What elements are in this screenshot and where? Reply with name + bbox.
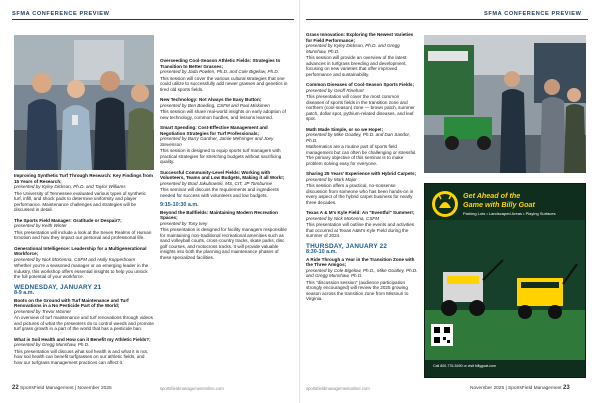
session-presenters: presented by Geoff Rinehart <box>306 87 364 93</box>
session-item <box>160 170 290 199</box>
session-presenters: presented by Gregg Munshaw, Ph.D. <box>14 342 90 347</box>
session-presenters: presented by Jada Powlen, Ph.D. and Cole Bigelow, Ph.D. <box>160 69 279 74</box>
session-description: This seminar will discuss the requirements and ingredients needed for success with volunteers and low budgets. <box>160 187 279 198</box>
page-gutter <box>299 0 300 403</box>
day-heading: THURSDAY, JANUARY 22 <box>306 242 388 250</box>
session-title: The Sports Field Manager: Gratitude or Despair?; <box>14 217 122 223</box>
session-presenters: presented by Cole Bigelow, Ph.D., Mike Goatley, Ph.D. and Gregg Munshaw, Ph.D. <box>306 267 418 278</box>
trade-show-photo <box>424 35 586 173</box>
ad-headline-line2: Game with Billy Goat <box>463 200 535 209</box>
right-footer <box>470 385 570 391</box>
session-item <box>306 257 418 302</box>
right-section-header: SFMA CONFERENCE PREVIEW <box>484 11 582 17</box>
session-item <box>306 171 418 205</box>
ad-equipment-image <box>425 220 586 360</box>
session-presenters: presented by Ben Boeding, CSFM and Paul Miskimen <box>160 102 270 108</box>
day-heading: WEDNESDAY, JANUARY 21 <box>14 283 102 291</box>
session-presenters: presented by Kyley Dickson, Ph.D. and Taylor Williams <box>14 184 126 189</box>
session-presenters: presented by Mark Major <box>306 176 357 182</box>
left-section-header: SFMA CONFERENCE PREVIEW <box>12 11 110 17</box>
session-title: Overseeding Cool-Season Athletic Fields: Strategies to Transition to Better Grasses; <box>160 58 281 69</box>
session-description: This presentation is designed for facility managers responsible for maintaining non-traditional recreational amenities such as sand volleyball courts, cross-country tracks, skate parks, disc golf courses, and motocross tracks. It will provide valuable insights into both the planning and maintenance phases of these specialized facilities. <box>160 227 287 260</box>
session-title: Successful Community-Level Fields: Working with Volunteers, Teams and Low Budgets, Making it all Work!; <box>160 169 285 180</box>
session-item <box>306 210 418 239</box>
session-title: Beyond the Ballfields: Maintaining Modern Recreation Spaces; <box>160 209 278 220</box>
session-presenters: presented by Nick McKenna, CSFM <box>306 215 380 221</box>
session-item <box>14 337 154 366</box>
billy-goat-logo-icon <box>431 190 459 218</box>
session-description: Whether you're a seasoned manager or an emerging leader in the industry, this workshop offers essential insights to help you unlock the full potential of your workforce. <box>14 263 149 279</box>
session-title: Generational Intelligence: Leadership for a Multigenerational Workforce; <box>14 245 147 256</box>
ad-headline-line1: Get Ahead of the <box>463 191 521 200</box>
session-description: This "discussion session" (audience participation strongly encouraged) will review the 2025 growing season across the transition zone from Missouri to Virginia. <box>306 279 409 301</box>
session-item <box>160 210 290 261</box>
session-title: Sharing 25 Years' Experience with Hybrid Carpets; <box>306 171 417 176</box>
session-presenters: presented by Mike Goatley, Ph.D. and Dan Sandor, Ph.D. <box>306 132 411 143</box>
page-number: 23 <box>562 385 570 391</box>
left-footer <box>12 385 112 391</box>
session-description: An overview of turf maintenance and turf renovations through videos and pictures of what the presenters do to control weeds and promote turf grass growth in a part of the world that has a pesticide ban. <box>14 315 154 331</box>
time-heading: 8-9 a.m. <box>14 290 35 296</box>
session-item <box>306 127 418 167</box>
session-title: Texas A & M's Kyle Field: An "Eventful" Summer!; <box>306 210 415 215</box>
session-description: This session will provide an overview of the latest advances in turfgrass breeding and development, focusing on new varieties that offer improved performance and sustainability. <box>306 55 407 77</box>
session-item <box>160 58 290 92</box>
session-item <box>14 173 154 213</box>
session-item <box>160 125 290 165</box>
left-column-2 <box>160 58 290 265</box>
session-description: This session is designed to equip sports turf managers with practical strategies for stretching budgets without sacrificing quality. <box>160 148 282 164</box>
attendees-photo <box>14 35 154 170</box>
session-presenters: presented by Barry Gardner, Jamie Mehringer and Joey Stevenson <box>160 136 274 147</box>
session-title: A Ride Through a Year in the Transition Zone with the Three Amigos; <box>306 256 415 267</box>
session-item <box>14 246 154 280</box>
time-heading: 8:30-10 a.m. <box>306 249 337 255</box>
session-description: The University of Tennessee evaluated various types of synthetic turf, infill, and shock pads to determine uniformity and player performance. Maintenance challenges and strategies will be discussed in detail. <box>14 190 146 212</box>
session-title: Math Made Simple, or so we Hope!; <box>306 126 384 132</box>
session-description: This session offers a practical, no-nonsense discussion from someone who has been hands-on in every aspect of the hybrid carpet business for nearly three decades. <box>306 183 414 205</box>
ad-tagline: Parking Lots • Landscaped Areas • Playing Surfaces <box>463 211 556 216</box>
billy-goat-advertisement[interactable] <box>424 183 586 378</box>
session-description: This presentation will discuss what soil health is and what it is not, how soil health can benefit turfgrasses on our athletic fields, and how our turfgrass management practices can affect it. <box>14 348 149 365</box>
session-presenters: presented by Tony Ivey <box>160 220 208 226</box>
session-presenters: presented by Kyley Dickson, Ph.D. and Gregg Munshaw, Ph.D. <box>306 43 400 54</box>
ad-call-to-action[interactable]: Call 800-776-5490 or visit billygoat.com <box>433 364 496 368</box>
session-item <box>306 32 418 77</box>
session-presenters: presented by Trevor Warner <box>14 308 72 314</box>
publication-line: SportsField Management | November 2025 <box>20 386 112 391</box>
session-item <box>14 218 154 241</box>
session-title: New Technology: Not Always the Easy Button; <box>160 97 262 102</box>
session-item <box>14 298 154 332</box>
publication-line: November 2025 | SportsField Management <box>470 386 562 391</box>
session-description: This presentation will include a look at the Seven Realms of Human Emotion and how they impact our personal and professional life. <box>14 229 152 240</box>
right-column-1 <box>306 32 418 307</box>
left-header-rule <box>12 19 294 20</box>
session-description: This presentation will outline the events and activities that occurred at Texas A&M's Kyle Field during the summer of 2024. <box>306 222 415 238</box>
session-presenters: presented by Nick McKenna, CSFM and Holly Kopperboom <box>14 256 136 262</box>
time-heading: 9:15-10:30 a.m. <box>160 202 199 208</box>
session-presenters: presented by Keith Winter <box>14 223 67 228</box>
session-title: Improving Synthetic Turf Through Research: Key Findings from 15 Years of Research; <box>14 173 154 184</box>
session-title: Smart Spending: Cost-Effective Management and Negotiation Strategies for Turf Professionals; <box>160 125 268 136</box>
session-presenters: presented by Brad Jakubowski, MS, CIT, JP Tamburine <box>160 180 273 186</box>
session-title: Grass Innovation: Exploring the Newest Varieties for Field Performance; <box>306 32 414 43</box>
session-item <box>306 82 418 122</box>
session-title: What is Soil Health and How can it Benefit my Athletic Fields?; <box>14 336 151 342</box>
session-title: Boots on the Ground with Turf Maintenance and Turf Renovations in a No Pesticide Part of the World; <box>14 297 129 308</box>
session-item <box>160 97 290 120</box>
right-footer-url[interactable]: sportsfieldmanagementonline.com <box>306 386 370 391</box>
session-description: Mathematics are a routine part of sports field management but can often be challenging or stressful. The primary objective of this seminar is to make problem solving easy for everyone. <box>306 144 417 166</box>
page-number: 22 <box>12 385 19 391</box>
left-column-1 <box>14 173 154 370</box>
session-description: This session will share real-world insights on early adoption of new technology, common hurdles, and lessons learned. <box>160 109 286 120</box>
session-title: Common Diseases of Cool-Season Sports Fields; <box>306 82 414 87</box>
session-description: This session will cover the various cultural strategies that one could utilize to successfully add newer grasses and genetics in tired old sports fields. <box>160 75 288 92</box>
left-footer-url[interactable]: sportsfieldmanagementonline.com <box>160 386 224 391</box>
right-header-rule <box>306 19 588 20</box>
session-description: This presentation will cover the most common diseases of sports fields in the transition zone and northern (cool-season) zone — brown patch, summer patch, dollar spot, pythium-related diseases, and leaf spot. <box>306 94 415 121</box>
